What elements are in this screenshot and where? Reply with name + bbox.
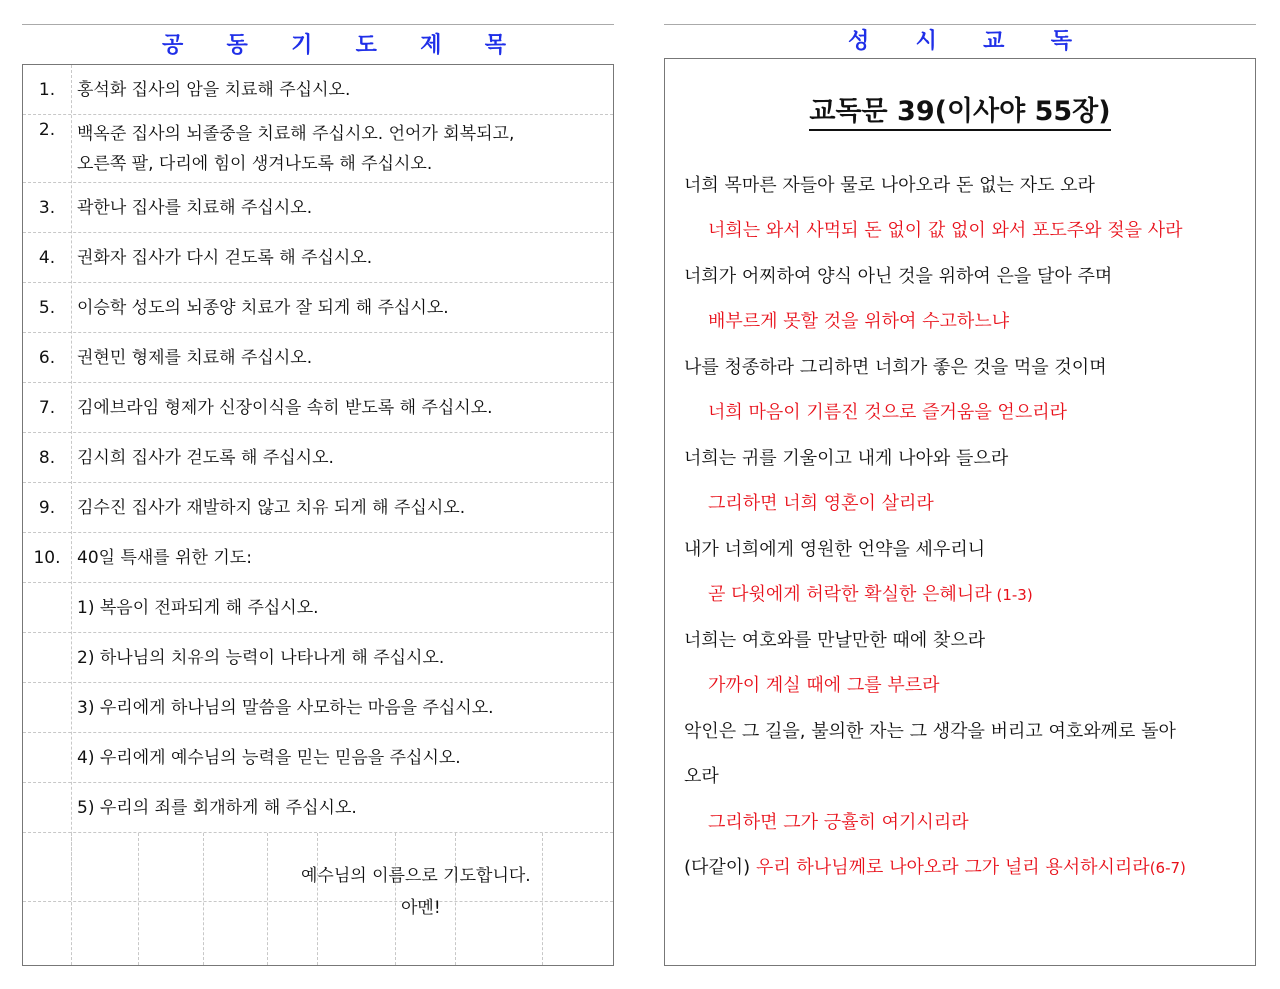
item-text: 4) 우리에게 예수님의 능력을 믿는 믿음을 주십시오.: [77, 747, 461, 768]
item-number: 3.: [38, 197, 56, 218]
verse-reference: (1-3): [991, 586, 1033, 604]
leader-line: 악인은 그 길을, 불의한 자는 그 생각을 버리고 여호와께로 돌아: [684, 721, 1176, 742]
item-text: 홍석화 집사의 암을 치료해 주십시오.: [77, 79, 351, 100]
leader-line: 너희가 어찌하여 양식 아닌 것을 위하여 은을 달아 주며: [684, 266, 1113, 287]
response-line: 너희 마음이 기름진 것으로 즐거움을 얻으리라: [708, 402, 1067, 423]
grid-line: [23, 901, 613, 902]
reading-heading: [665, 89, 1255, 128]
title-char: 기: [291, 32, 313, 58]
prayer-subitem: [23, 783, 613, 833]
unison-line: [684, 853, 1186, 879]
prayer-subitem: [23, 633, 613, 683]
response-line: 그리하면 그가 긍휼히 여기시리라: [708, 812, 969, 833]
prayer-item: [23, 283, 613, 333]
prayer-subitem: [23, 733, 613, 783]
item-text-line: 백옥준 집사의 뇌졸중을 치료해 주십시오. 언어가 회복되고,: [77, 123, 515, 144]
response-line: 배부르게 못할 것을 위하여 수고하느냐: [708, 311, 1010, 332]
prayer-item: [23, 533, 613, 583]
item-number: 1.: [38, 79, 56, 100]
item-number: 8.: [38, 447, 56, 468]
leader-line: 오라: [684, 766, 719, 787]
item-number: 2.: [38, 120, 56, 140]
item-number: 7.: [38, 397, 56, 418]
item-text: 1) 복음이 전파되게 해 주십시오.: [77, 597, 319, 618]
item-text: 김시희 집사가 걷도록 해 주십시오.: [77, 447, 334, 468]
unison-prefix: (다같이): [684, 857, 756, 878]
unison-text: 우리 하나님께로 나아오라 그가 널리 용서하시리라: [755, 857, 1150, 878]
title-char: 도: [355, 32, 377, 58]
title-char: 목: [484, 32, 506, 58]
amen: 아멘!: [401, 898, 441, 918]
response-line: 너희는 와서 사먹되 돈 없이 값 없이 와서 포도주와 젖을 사라: [708, 220, 1183, 241]
title-char: 독: [1050, 28, 1072, 54]
item-text-line: 오른쪽 팔, 다리에 힘이 생겨나도록 해 주십시오.: [77, 153, 433, 174]
response-line: 그리하면 너희 영혼이 살리라: [708, 493, 934, 514]
response-line: 가까이 계실 때에 그를 부르라: [708, 675, 940, 696]
item-number: 5.: [38, 297, 56, 318]
response-line: [708, 580, 1033, 606]
prayer-item: [23, 115, 613, 183]
leader-line: 내가 너희에게 영원한 언약을 세우리니: [684, 539, 986, 560]
item-text: 권화자 집사가 다시 걷도록 해 주십시오.: [77, 247, 373, 268]
title-char: 제: [420, 32, 442, 58]
grid-line: [317, 833, 318, 965]
grid-line: [203, 833, 204, 965]
item-text: 5) 우리의 죄를 회개하게 해 주십시오.: [77, 797, 357, 818]
item-text: 이승학 성도의 뇌종양 치료가 잘 되게 해 주십시오.: [77, 297, 449, 318]
item-number: 6.: [38, 347, 56, 368]
item-number: 4.: [38, 247, 56, 268]
prayer-item: [23, 65, 613, 115]
title-char: 공: [162, 32, 184, 58]
item-text: 곽한나 집사를 치료해 주십시오.: [77, 197, 313, 218]
grid-line: [71, 833, 72, 965]
grid-line: [267, 833, 268, 965]
leader-line: 너희는 여호와를 만날만한 때에 찾으라: [684, 630, 986, 651]
item-text: [71, 119, 613, 179]
item-number: 10.: [33, 547, 61, 568]
prayer-list-title: [22, 24, 614, 62]
closing-prayer: 예수님의 이름으로 기도합니다.: [301, 866, 531, 886]
prayer-item: [23, 183, 613, 233]
grid-line: [455, 833, 456, 965]
responsive-reading-title: [664, 24, 1256, 54]
prayer-list-box: [22, 64, 614, 966]
verse-reference: (6-7): [1149, 859, 1186, 877]
item-text: 김에브라임 형제가 신장이식을 속히 받도록 해 주십시오.: [77, 397, 493, 418]
item-text: 3) 우리에게 하나님의 말씀을 사모하는 마음을 주십시오.: [77, 697, 494, 718]
title-char: 동: [226, 32, 248, 58]
title-char: 시: [915, 28, 937, 54]
grid-line: [395, 833, 396, 965]
prayer-subitem: [23, 583, 613, 633]
prayer-item: [23, 433, 613, 483]
prayer-item: [23, 233, 613, 283]
response-text: 곧 다윗에게 허락한 확실한 은혜니라: [708, 584, 992, 605]
prayer-item: [23, 383, 613, 433]
leader-line: 나를 청종하라 그리하면 너희가 좋은 것을 먹을 것이며: [684, 357, 1107, 378]
reading-heading-text: 교독문 39(이사야 55장): [809, 96, 1110, 131]
responsive-reading-box: [664, 58, 1256, 966]
prayer-subitem: [23, 683, 613, 733]
grid-line: [138, 833, 139, 965]
item-text: 김수진 집사가 재발하지 않고 치유 되게 해 주십시오.: [77, 497, 466, 518]
leader-line: 너희 목마른 자들아 물로 나아오라 돈 없는 자도 오라: [684, 175, 1095, 196]
item-text: 40일 특새를 위한 기도:: [77, 547, 252, 568]
item-text: 2) 하나님의 치유의 능력이 나타나게 해 주십시오.: [77, 647, 445, 668]
leader-line: 너희는 귀를 기울이고 내게 나아와 들으라: [684, 448, 1009, 469]
item-text: 권현민 형제를 치료해 주십시오.: [77, 347, 313, 368]
title-char: 성: [848, 28, 870, 54]
item-number: 9.: [38, 497, 56, 518]
title-char: 교: [983, 28, 1005, 54]
grid-line: [542, 833, 543, 965]
prayer-item: [23, 333, 613, 383]
prayer-item: [23, 483, 613, 533]
